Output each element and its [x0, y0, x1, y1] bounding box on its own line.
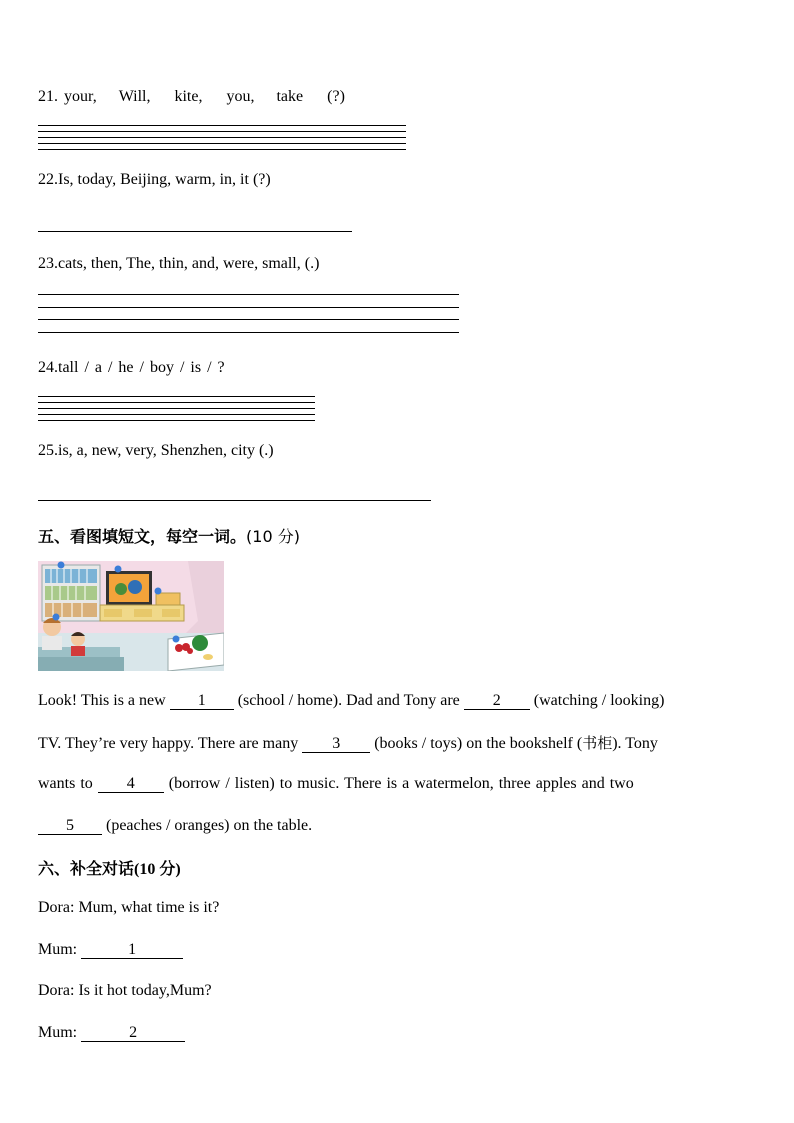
section-score: (10 分): [246, 527, 300, 546]
blank-1[interactable]: 1: [170, 693, 234, 710]
blank-2[interactable]: 2: [464, 693, 530, 710]
passage-line-1: Look! This is a new 1 (school / home). Dad and Tony are 2 (watching / looking): [38, 692, 665, 709]
question-text: is, a, new, very, Shenzhen, city (.): [58, 442, 274, 459]
question-23: [38, 255, 319, 273]
passage-line-4: 5 (peaches / oranges) on the table.: [38, 816, 760, 836]
word: your,: [64, 88, 97, 105]
answer-line: [38, 294, 459, 295]
word: Will,: [118, 88, 151, 105]
answer-line: [38, 414, 315, 415]
blank-4[interactable]: 4: [98, 776, 164, 793]
question-number: 25.: [38, 442, 58, 459]
answer-line: [38, 396, 315, 397]
dialogue-line: [38, 899, 219, 917]
dialogue-line: [38, 982, 212, 1000]
section-6-heading: [38, 856, 181, 879]
section-score: (10 分): [134, 861, 181, 878]
speaker: Mum:: [38, 941, 78, 958]
question-25: [38, 442, 274, 460]
answer-line: [38, 319, 459, 320]
question-21: [38, 88, 345, 106]
dialogue-line: [38, 1024, 185, 1042]
answer-line: [38, 143, 406, 144]
passage-line-2: TV. They’re very happy. There are many 3 (books / toys) on the bookshelf (书柜). Tony: [38, 734, 658, 752]
word: take: [276, 88, 304, 105]
speaker: Dora:: [38, 899, 75, 916]
answer-line: [38, 137, 406, 138]
answer-line: [38, 420, 315, 421]
dialogue-text: Is it hot today,Mum?: [78, 982, 212, 999]
speaker: Mum:: [38, 1024, 78, 1041]
section-title: 六、补全对话: [38, 859, 135, 878]
answer-line: [38, 231, 352, 232]
question-text: tall / a / he / boy / is / ?: [58, 359, 225, 376]
answer-line: [38, 125, 406, 126]
passage-line-3: wants to 4 (borrow / listen) to music. There is a watermelon, three apples and two: [38, 775, 634, 792]
question-number: 24.: [38, 359, 58, 376]
dialogue-blank-1[interactable]: 1: [81, 942, 183, 959]
answer-line: [38, 149, 406, 150]
answer-line: [38, 332, 459, 333]
living-room-picture: [38, 561, 224, 671]
answer-line: [38, 402, 315, 403]
section-5-heading: [38, 524, 300, 547]
word: you,: [226, 88, 255, 105]
question-22: [38, 171, 271, 189]
question-number: 23.: [38, 255, 58, 272]
blank-3[interactable]: 3: [302, 736, 370, 753]
section-title: 五、看图填短文，每空一词。: [38, 527, 247, 546]
answer-line: [38, 500, 431, 501]
question-number: 22.: [38, 171, 58, 188]
question-24: [38, 359, 225, 377]
answer-line: [38, 307, 459, 308]
word: (?): [327, 88, 345, 105]
dialogue-text: Mum, what time is it?: [78, 899, 220, 916]
dialogue-line: [38, 941, 183, 959]
question-text: Is, today, Beijing, warm, in, it (?): [58, 171, 271, 188]
speaker: Dora:: [38, 982, 75, 999]
dialogue-blank-2[interactable]: 2: [81, 1025, 185, 1042]
question-number: 21.: [38, 88, 58, 105]
word: kite,: [174, 88, 203, 105]
blank-5[interactable]: 5: [38, 818, 102, 835]
answer-line: [38, 408, 315, 409]
answer-line: [38, 131, 406, 132]
question-text: cats, then, The, thin, and, were, small, (.): [58, 255, 320, 272]
